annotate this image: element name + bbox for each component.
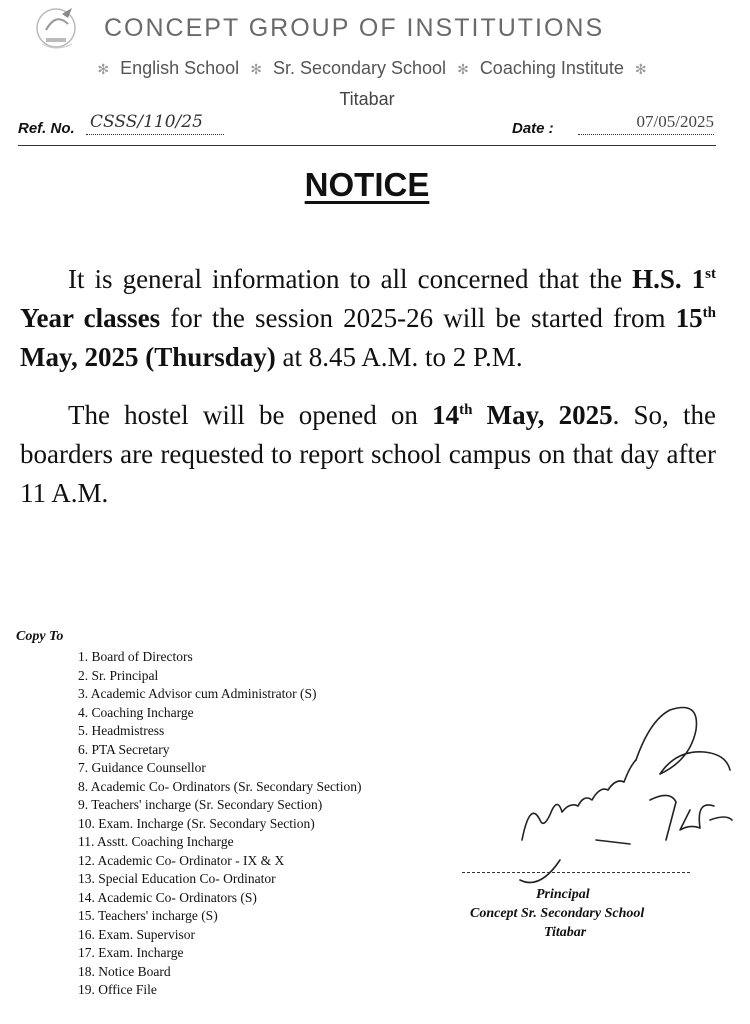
text-run-bold: 15th May, 2025 (Thursday) (20, 303, 716, 372)
text-run: for the session 2025-26 will be started from (160, 303, 676, 333)
list-item: 10. Exam. Incharge (Sr. Secondary Section) (78, 815, 315, 831)
text-run-bold: 14th May, 2025 (432, 400, 613, 430)
asterisk-icon: ✻ (250, 61, 262, 77)
list-item: 18. Notice Board (78, 963, 171, 979)
text-run: at 8.45 A.M. to 2 P.M. (275, 342, 523, 372)
copy-to-list (78, 648, 361, 1000)
list-item: 12. Academic Co- Ordinator - IX & X (78, 852, 285, 868)
letterhead-place: Titabar (339, 89, 395, 109)
list-item: 13. Special Education Co- Ordinator (78, 871, 276, 886)
asterisk-icon: ✻ (457, 61, 469, 77)
text-run-bold: H.S. 1st Year classes (20, 264, 716, 333)
copy-to-label: Copy To (16, 629, 64, 644)
list-item: 17. Exam. Incharge (78, 945, 184, 960)
list-item: 8. Academic Co- Ordinators (Sr. Secondary Section) (78, 778, 362, 794)
unit-senior-secondary-school: Sr. Secondary School (272, 58, 447, 78)
list-item: 9. Teachers' incharge (Sr. Secondary Section) (78, 797, 323, 812)
organization-name: CONCEPT GROUP OF INSTITUTIONS (104, 14, 605, 42)
notice-paragraph-hostel (20, 396, 716, 513)
text-run: . So, the boarders are requested to report school campus on that day after 11 A.M. (20, 400, 716, 508)
list-item: 3. Academic Advisor cum Administrator (S) (78, 686, 317, 701)
signatory-title: Principal (536, 887, 590, 902)
asterisk-icon: ✻ (97, 61, 110, 77)
notice-title: NOTICE (304, 166, 430, 203)
list-item: 19. Office File (78, 982, 157, 997)
list-item: 1. Board of Directors (78, 649, 193, 664)
signatory-place: Titabar (544, 925, 587, 940)
header-divider (18, 145, 716, 146)
unit-english-school: English School (120, 58, 240, 78)
unit-coaching-institute: Coaching Institute (479, 58, 624, 78)
notice-paragraph-classes (20, 260, 716, 377)
list-item: 15. Teachers' incharge (S) (78, 908, 218, 923)
list-item: 2. Sr. Principal (78, 667, 159, 683)
asterisk-icon: ✻ (634, 61, 647, 77)
list-item: 5. Headmistress (78, 723, 165, 738)
list-item: 11. Asstt. Coaching Incharge (78, 834, 234, 849)
signature-line (462, 872, 690, 873)
institution-crest-logo (32, 4, 86, 54)
list-item: 7. Guidance Counsellor (78, 760, 206, 775)
notice-date: 07/05/2025 (578, 112, 714, 135)
list-item: 4. Coaching Incharge (78, 704, 194, 720)
institution-units (22, 58, 722, 79)
text-run: It is general information to all concerned that the (68, 264, 633, 294)
reference-number: CSSS/110/25 (86, 112, 224, 135)
text-run: The hostel will be opened on (68, 400, 433, 430)
reference-label: Ref. No. (18, 120, 75, 137)
list-item: 14. Academic Co- Ordinators (S) (78, 889, 257, 905)
signatory-organization: Concept Sr. Secondary School (470, 906, 645, 921)
principal-signature (500, 690, 740, 900)
date-label: Date : (512, 120, 554, 137)
list-item: 6. PTA Secretary (78, 741, 170, 757)
list-item: 16. Exam. Supervisor (78, 926, 195, 942)
